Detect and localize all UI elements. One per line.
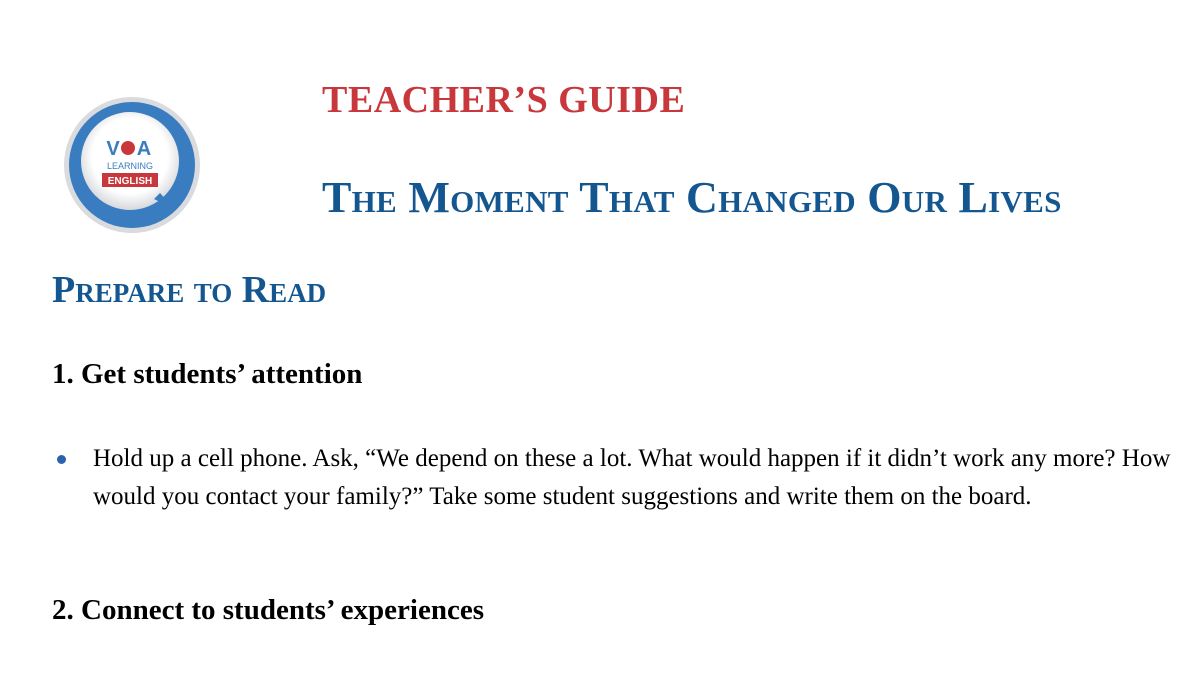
list-item [0,440,1200,516]
step-heading-1: 1. Get students’ attention [52,358,363,390]
logo-learning-text: LEARNING [106,161,154,171]
logo-voa-text: V [106,138,120,160]
document-title: The Moment That Changed Our Lives [322,173,1062,222]
guide-label: TEACHER’S GUIDE [322,79,686,121]
bullet-list [0,440,1200,516]
step-heading-2: 2. Connect to students’ experiences [52,594,484,626]
bullet-text: Hold up a cell phone. Ask, “We depend on these a lot. What would happen if it didn’t work any more? How would you contact your family?” Take some student suggestions and write them on the board. [93,445,1171,510]
svg-text:A: A [136,138,152,160]
bullet-dot-icon [57,455,66,464]
voa-learning-english-logo [62,95,202,235]
logo-english-text: ENGLISH [107,176,153,187]
section-title: Prepare to Read [52,269,327,311]
